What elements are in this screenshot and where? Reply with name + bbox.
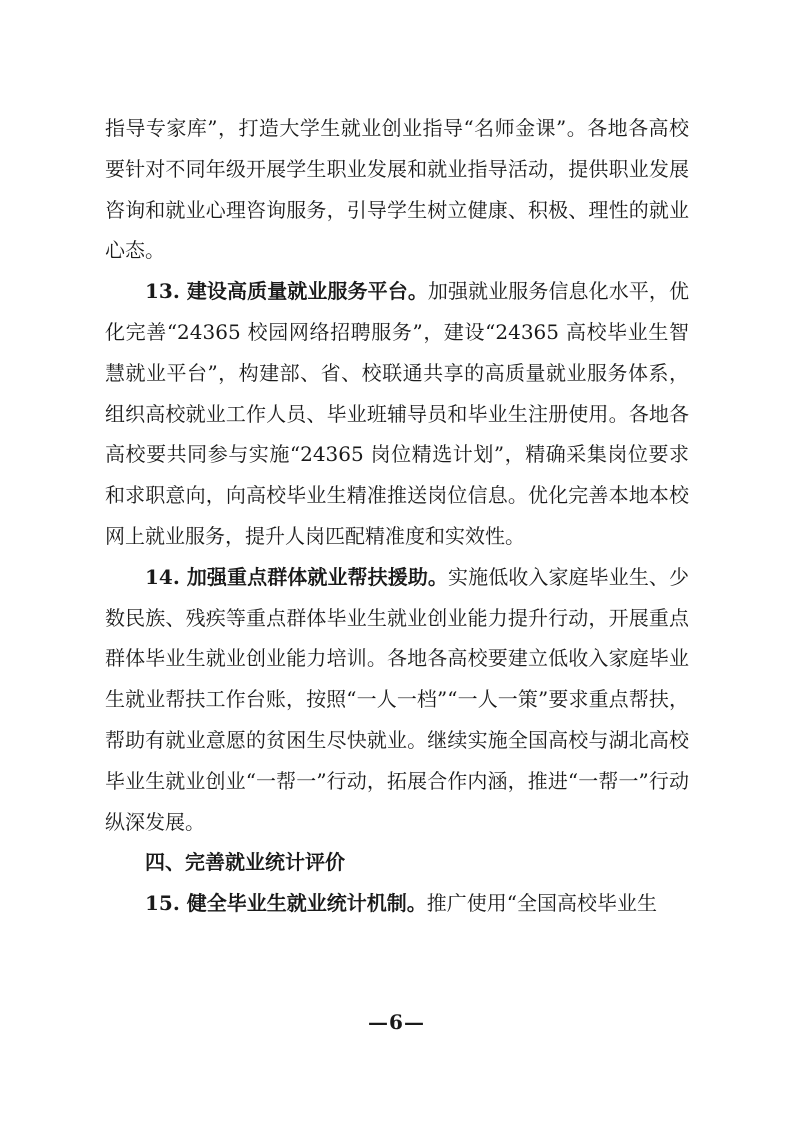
section-4-heading: 四、完善就业统计评价 bbox=[145, 850, 345, 875]
paragraph-13-body: 加强就业服务信息化水平，优化完善“24365 校园网络招聘服务”，建设“24365 高校毕业生智慧就业平台”，构建部、省、校联通共享的高质量就业服务体系，组织高校就业工作人员、毕业班辅导员和毕业生注册使用。各地各高校要共同参与实施“24365 岗位精选计划”，精确采集岗位要求和求职意向，向高校毕业生精准推送岗位信息。优化完善本地本校网上就业服务，提升人岗匹配精准度和实效性。 bbox=[105, 279, 689, 548]
paragraph-15 bbox=[105, 883, 689, 924]
paragraph-14-body: 实施低收入家庭毕业生、少数民族、残疾等重点群体毕业生就业创业能力提升行动，开展重点群体毕业生就业创业能力培训。各地各高校要建立低收入家庭毕业生就业帮扶工作台账，按照“一人一档”“一人一策”要求重点帮扶，帮助有就业意愿的贫困生尽快就业。继续实施全国高校与湖北高校毕业生就业创业“一帮一”行动，拓展合作内涵，推进“一帮一”行动纵深发展。 bbox=[105, 564, 689, 834]
paragraph-13-lead: 13. 建设高质量就业服务平台。 bbox=[145, 279, 428, 304]
paragraph-14 bbox=[105, 557, 689, 843]
paragraph-14-lead: 14. 加强重点群体就业帮扶援助。 bbox=[145, 564, 449, 589]
body-text bbox=[105, 108, 689, 924]
page-number: —6— bbox=[368, 1010, 425, 1034]
paragraph-12-continued: 指导专家库”，打造大学生就业创业指导“名师金课”。各地各高校要针对不同年级开展学生职业发展和就业指导活动，提供职业发展咨询和就业心理咨询服务，引导学生树立健康、积极、理性的就业心态。 bbox=[105, 116, 689, 263]
paragraph-15-body: 推广使用“全国高校毕业生 bbox=[426, 891, 657, 916]
paragraph-13 bbox=[105, 271, 689, 557]
paragraph-15-lead: 15. 健全毕业生就业统计机制。 bbox=[145, 891, 427, 916]
